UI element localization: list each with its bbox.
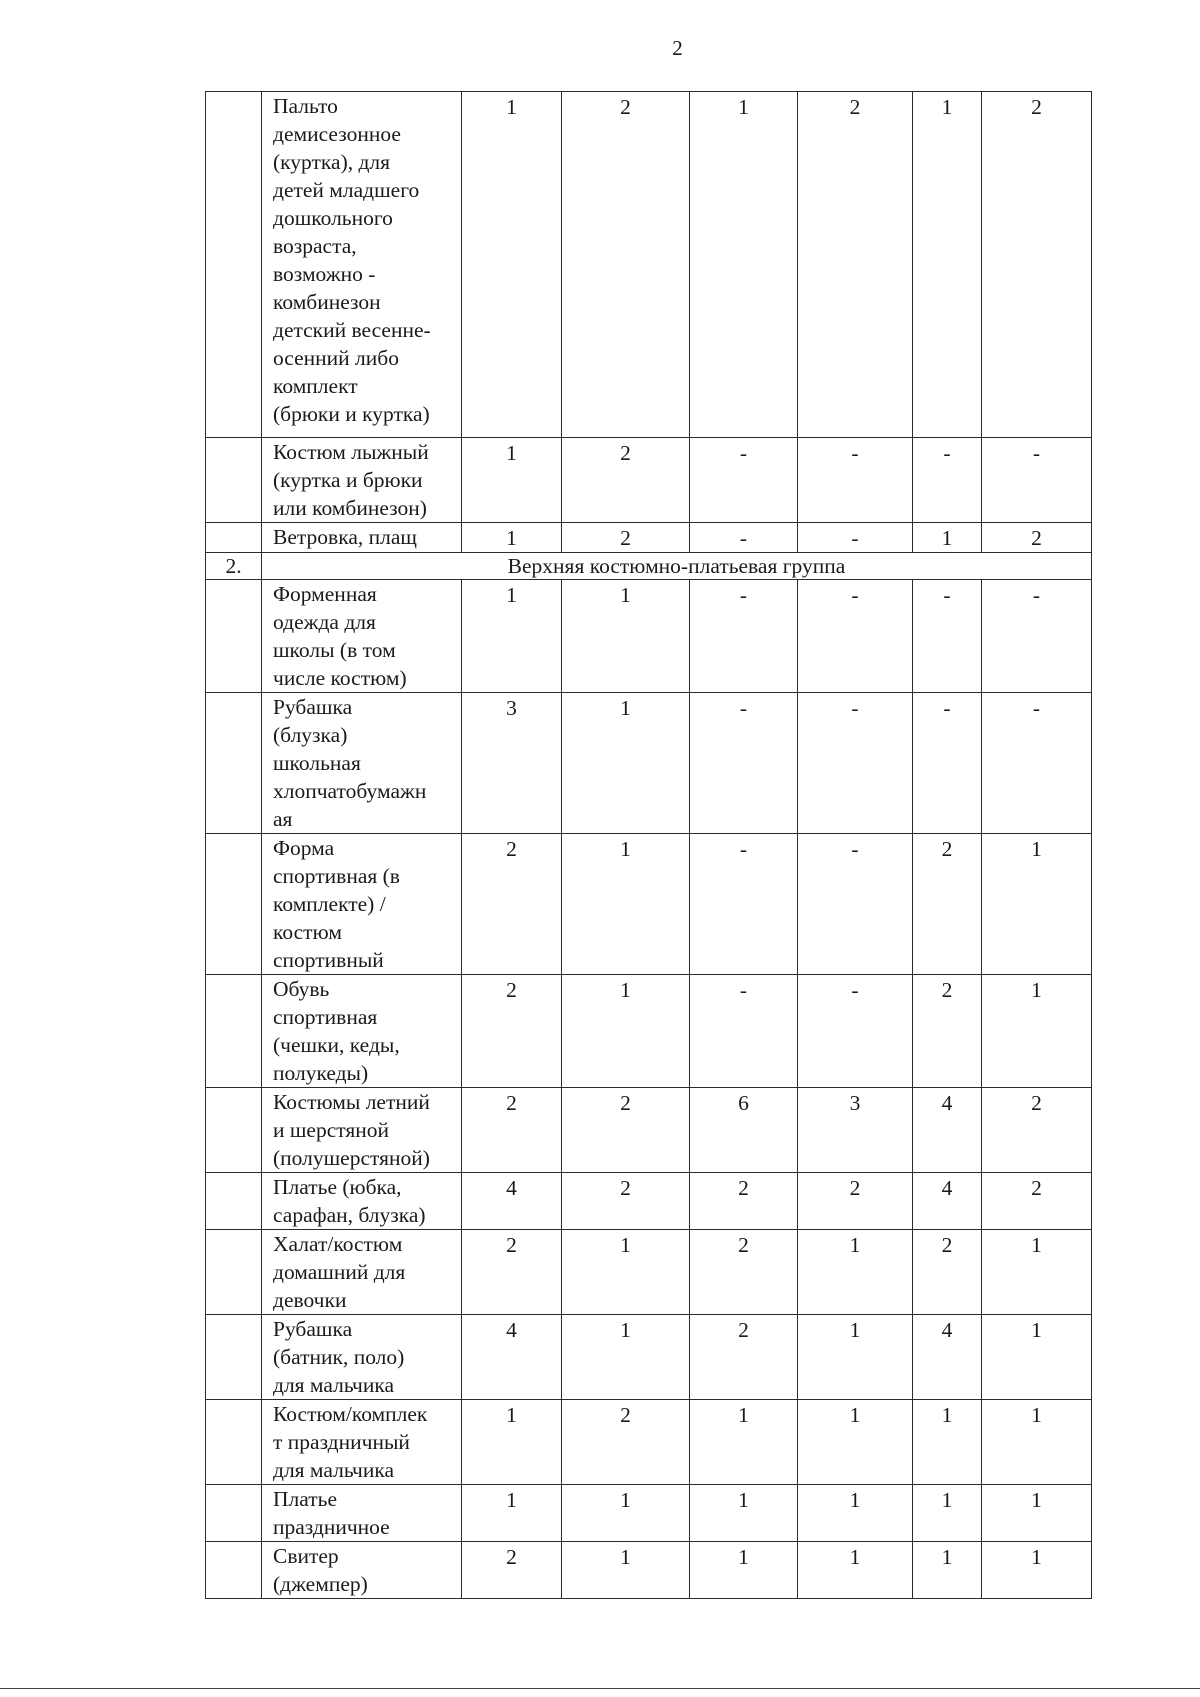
value-cell-1: 1 (462, 580, 562, 693)
clothing-norms-table (205, 91, 1092, 1599)
row-index-cell (206, 1485, 262, 1542)
row-index-cell (206, 438, 262, 523)
value-cell-4: 1 (798, 1485, 913, 1542)
item-name-cell (262, 523, 462, 553)
value-cell-3: 2 (690, 1173, 798, 1230)
row-index-cell (206, 92, 262, 438)
value-cell-4: 1 (798, 1315, 913, 1400)
value-cell-1: 4 (462, 1315, 562, 1400)
value-cell-1: 2 (462, 834, 562, 975)
value-cell-6: - (982, 693, 1092, 834)
value-cell-2: 1 (562, 1230, 690, 1315)
table-row (206, 1400, 1092, 1485)
row-index-cell (206, 834, 262, 975)
item-name: Форменная одежда для школы (в том числе костюм) (273, 582, 407, 690)
value-cell-2: 1 (562, 975, 690, 1088)
row-index-cell (206, 1088, 262, 1173)
value-cell-6: - (982, 580, 1092, 693)
table-row (206, 438, 1092, 523)
table-row (206, 92, 1092, 438)
section-index: 2. (206, 553, 262, 580)
value-cell-3: - (690, 438, 798, 523)
item-name-cell (262, 975, 462, 1088)
table-row (206, 1542, 1092, 1599)
item-name-cell (262, 693, 462, 834)
value-cell-2: 2 (562, 523, 690, 553)
value-cell-4: - (798, 975, 913, 1088)
value-cell-3: - (690, 975, 798, 1088)
value-cell-2: 2 (562, 1088, 690, 1173)
item-name: Обувь спортивная (чешки, кеды, полукеды) (273, 977, 400, 1085)
value-cell-4: - (798, 693, 913, 834)
table-row (206, 523, 1092, 553)
value-cell-5: 1 (913, 523, 982, 553)
value-cell-2: 1 (562, 1485, 690, 1542)
value-cell-1: 1 (462, 523, 562, 553)
item-name: Халат/костюм домашний для девочки (273, 1232, 406, 1312)
value-cell-3: 1 (690, 1542, 798, 1599)
value-cell-2: 1 (562, 1315, 690, 1400)
table-row (206, 1088, 1092, 1173)
value-cell-4: - (798, 580, 913, 693)
item-name-cell (262, 1485, 462, 1542)
value-cell-5: 1 (913, 1542, 982, 1599)
item-name-cell (262, 834, 462, 975)
item-name: Платье праздничное (273, 1487, 390, 1539)
value-cell-3: - (690, 693, 798, 834)
table-row (206, 834, 1092, 975)
value-cell-6: 1 (982, 1542, 1092, 1599)
value-cell-3: - (690, 580, 798, 693)
value-cell-6: 2 (982, 1173, 1092, 1230)
item-name: Костюмы летний и шерстяной (полушерстяной) (273, 1090, 430, 1170)
value-cell-4: - (798, 438, 913, 523)
table-body (206, 92, 1092, 1599)
value-cell-5: - (913, 693, 982, 834)
table-row (206, 1230, 1092, 1315)
row-index-cell (206, 1542, 262, 1599)
row-index-cell (206, 1400, 262, 1485)
value-cell-5: 2 (913, 1230, 982, 1315)
value-cell-1: 1 (462, 1400, 562, 1485)
row-index-cell (206, 1230, 262, 1315)
item-name-cell (262, 580, 462, 693)
value-cell-2: 2 (562, 1400, 690, 1485)
value-cell-5: 4 (913, 1088, 982, 1173)
value-cell-3: - (690, 523, 798, 553)
value-cell-5: - (913, 438, 982, 523)
value-cell-3: 2 (690, 1315, 798, 1400)
item-name: Рубашка (батник, поло) для мальчика (273, 1317, 405, 1397)
item-name: Свитер (джемпер) (273, 1544, 368, 1596)
value-cell-1: 2 (462, 1088, 562, 1173)
section-header-row (206, 553, 1092, 580)
table-row (206, 975, 1092, 1088)
value-cell-5: 1 (913, 92, 982, 438)
item-name-cell (262, 1230, 462, 1315)
value-cell-4: 1 (798, 1400, 913, 1485)
value-cell-6: 2 (982, 523, 1092, 553)
value-cell-1: 4 (462, 1173, 562, 1230)
value-cell-6: 1 (982, 834, 1092, 975)
value-cell-2: 2 (562, 92, 690, 438)
value-cell-2: 1 (562, 1542, 690, 1599)
table-row (206, 580, 1092, 693)
value-cell-3: 1 (690, 92, 798, 438)
value-cell-4: 1 (798, 1542, 913, 1599)
value-cell-1: 2 (462, 1542, 562, 1599)
page-number: 2 (672, 36, 683, 60)
row-index-cell (206, 975, 262, 1088)
item-name: Костюм/комплек т праздничный для мальчика (273, 1402, 428, 1482)
value-cell-6: 1 (982, 1400, 1092, 1485)
item-name: Рубашка (блузка) школьная хлопчатобумажн ая (273, 695, 427, 831)
value-cell-2: 2 (562, 1173, 690, 1230)
item-name-cell (262, 1088, 462, 1173)
value-cell-2: 1 (562, 834, 690, 975)
value-cell-2: 1 (562, 693, 690, 834)
value-cell-5: 2 (913, 834, 982, 975)
item-name: Ветровка, плащ (273, 525, 417, 549)
value-cell-3: 1 (690, 1400, 798, 1485)
table-row (206, 1315, 1092, 1400)
value-cell-6: 2 (982, 1088, 1092, 1173)
value-cell-1: 1 (462, 438, 562, 523)
item-name-cell (262, 1400, 462, 1485)
value-cell-6: 1 (982, 1485, 1092, 1542)
item-name-cell (262, 92, 462, 438)
value-cell-4: - (798, 523, 913, 553)
value-cell-4: 1 (798, 1230, 913, 1315)
row-index-cell (206, 1173, 262, 1230)
value-cell-6: 1 (982, 975, 1092, 1088)
item-name-cell (262, 438, 462, 523)
value-cell-4: 2 (798, 92, 913, 438)
table-row (206, 1485, 1092, 1542)
value-cell-1: 2 (462, 975, 562, 1088)
value-cell-5: 4 (913, 1173, 982, 1230)
value-cell-4: - (798, 834, 913, 975)
value-cell-5: 1 (913, 1400, 982, 1485)
item-name-cell (262, 1173, 462, 1230)
value-cell-5: - (913, 580, 982, 693)
value-cell-4: 2 (798, 1173, 913, 1230)
value-cell-1: 1 (462, 92, 562, 438)
value-cell-5: 2 (913, 975, 982, 1088)
value-cell-2: 2 (562, 438, 690, 523)
value-cell-3: 6 (690, 1088, 798, 1173)
page-bottom-rule (0, 1688, 1200, 1689)
value-cell-3: - (690, 834, 798, 975)
value-cell-3: 1 (690, 1485, 798, 1542)
section-title: Верхняя костюмно-платьевая группа (262, 553, 1092, 580)
value-cell-1: 3 (462, 693, 562, 834)
value-cell-6: 1 (982, 1315, 1092, 1400)
item-name: Платье (юбка, сарафан, блузка) (273, 1175, 426, 1227)
value-cell-4: 3 (798, 1088, 913, 1173)
value-cell-3: 2 (690, 1230, 798, 1315)
value-cell-1: 2 (462, 1230, 562, 1315)
row-index-cell (206, 580, 262, 693)
table-row (206, 693, 1092, 834)
row-index-cell (206, 693, 262, 834)
value-cell-2: 1 (562, 580, 690, 693)
row-index-cell (206, 523, 262, 553)
value-cell-6: 2 (982, 92, 1092, 438)
value-cell-6: 1 (982, 1230, 1092, 1315)
value-cell-5: 1 (913, 1485, 982, 1542)
item-name: Костюм лыжный (куртка и брюки или комбинезон) (273, 440, 429, 520)
item-name-cell (262, 1542, 462, 1599)
value-cell-1: 1 (462, 1485, 562, 1542)
value-cell-5: 4 (913, 1315, 982, 1400)
row-index-cell (206, 1315, 262, 1400)
value-cell-6: - (982, 438, 1092, 523)
item-name-cell (262, 1315, 462, 1400)
item-name: Пальто демисезонное (куртка), для детей младшего дошкольного возраста, возможно - комбинезон детский весенне- осенний либо комплект (брюки и куртка) (273, 94, 431, 426)
table-row (206, 1173, 1092, 1230)
item-name: Форма спортивная (в комплекте) / костюм спортивный (273, 836, 400, 972)
